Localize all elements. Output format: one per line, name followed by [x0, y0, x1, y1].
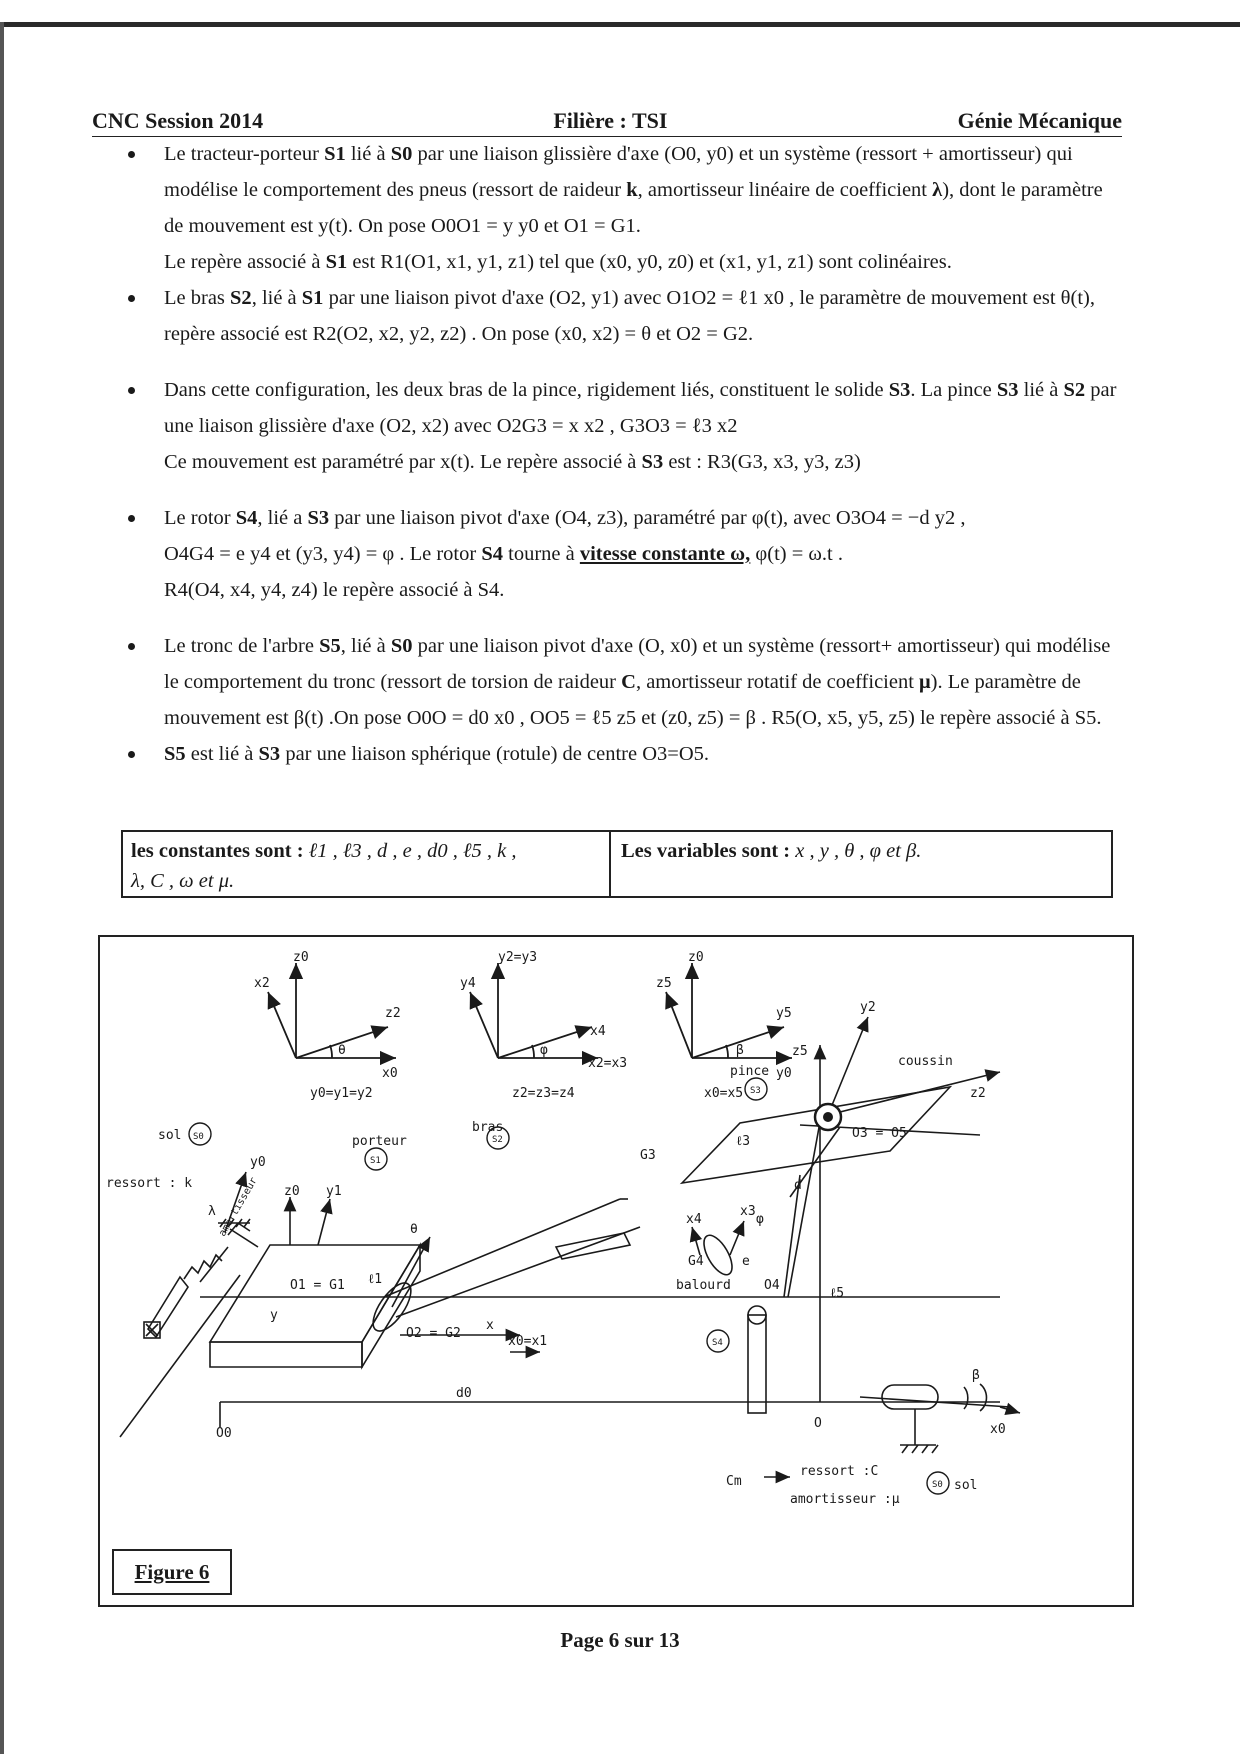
label-balourd: balourd	[676, 1278, 731, 1293]
constants-label: les constantes sont :	[131, 840, 304, 862]
label-coussin: coussin	[898, 1054, 953, 1069]
label-y0: y0	[250, 1155, 266, 1170]
frame-3-y0: y0	[776, 1066, 792, 1081]
scan-top-margin	[0, 0, 1240, 24]
variables-label: Les variables sont :	[621, 840, 791, 862]
frame-1-theta	[268, 963, 396, 1058]
label-s1: S1	[370, 1156, 381, 1166]
label-y2: y2	[860, 1000, 876, 1015]
page-header	[92, 108, 1122, 137]
label-ressort-c: ressort :C	[800, 1464, 879, 1479]
bullet-dot	[128, 151, 135, 158]
frame-3-z5: z5	[656, 976, 672, 991]
label-o2g2: O2 = G2	[406, 1326, 461, 1341]
label-phi: φ	[756, 1212, 764, 1227]
frame-2-y2y3: y2=y3	[498, 950, 538, 965]
label-lambda: λ	[208, 1204, 216, 1219]
constants-variables-table	[121, 830, 1113, 898]
label-ressort-k: ressort : k	[106, 1176, 193, 1191]
label-cm: Cm	[726, 1474, 742, 1489]
frame-2-z-axes: z2=z3=z4	[512, 1086, 575, 1101]
label-x: x	[486, 1318, 494, 1333]
frame-3-x0x5: x0=x5	[704, 1086, 744, 1101]
frame-3-beta: β	[736, 1043, 744, 1058]
spherical-joint	[815, 1104, 841, 1130]
frame-1-theta: θ	[338, 1043, 346, 1058]
constants-cell	[123, 832, 611, 896]
bullet-s3	[130, 372, 1120, 480]
label-y1: y1	[326, 1184, 342, 1199]
label-s3: S3	[750, 1086, 761, 1096]
frame-1-z2: z2	[385, 1006, 401, 1021]
label-z2: z2	[970, 1086, 986, 1101]
label-g4: G4	[688, 1254, 704, 1269]
frame-2-phi: φ	[540, 1043, 548, 1058]
frame-3-beta	[666, 963, 792, 1058]
label-s0-right: S0	[932, 1480, 943, 1490]
frame-2-x2x3: x2=x3	[588, 1056, 628, 1071]
header-session: CNC Session 2014	[92, 108, 264, 133]
label-l1: ℓ1	[368, 1272, 383, 1287]
bullet-s5	[130, 628, 1120, 736]
header-filiere: Filière : TSI	[553, 108, 668, 133]
frame-1-labels	[254, 950, 401, 1101]
frame-1-x2: x2	[254, 976, 270, 991]
label-sol-left: sol	[158, 1128, 182, 1143]
constants-values-2: λ, C , ω et μ.	[131, 870, 235, 892]
label-x4: x4	[686, 1212, 702, 1227]
label-x0: x0	[990, 1422, 1006, 1437]
label-sol-right: sol	[954, 1478, 978, 1493]
paragraph-s1: Le tracteur-porteur S1 lié à S0 par une liaison glissière d'axe (O0, y0) et un système (ressort + amortisseur) qui modélise le comportement des pneus (ressort de raideur k, amortisseur linéaire de coefficient λ), dont le paramètre de mouvement est y(t). On pose O0O1 = y y0 et O1 = G1. Le repère associé à S1 est R1(O1, x1, y1, z1) tel que (x0, y0, z0) et (x1, y1, z1) sont colinéaires.	[164, 143, 1103, 273]
variables-cell	[611, 832, 1111, 896]
variables-values: x , y , θ , φ et β.	[790, 840, 922, 862]
paragraph-s5: Le tronc de l'arbre S5, lié à S0 par une liaison pivot d'axe (O, x0) et un système (ressort+ amortisseur) qui modélise le comportement du tronc (ressort de torsion de raideur C, amortisseur rotatif de coefficient μ). Le paramètre de mouvement est β(t) .On pose O0O = d0 x0 , OO5 = ℓ5 z5 et (z0, z5) = β . R5(O, x5, y5, z5) le repère associé à S5.	[164, 635, 1111, 729]
label-s4: S4	[712, 1338, 723, 1348]
frame-3-y5: y5	[776, 1006, 792, 1021]
frame-1-y-axes: y0=y1=y2	[310, 1086, 373, 1101]
label-theta: θ	[410, 1222, 418, 1237]
label-s2: S2	[492, 1135, 503, 1145]
label-s0: S0	[193, 1132, 204, 1142]
page-footer: Page 6 sur 13	[560, 1628, 680, 1652]
bullet-spherical	[130, 736, 1120, 772]
frame-2-phi	[470, 963, 598, 1058]
label-o4: O4	[764, 1278, 780, 1293]
figure-caption: Figure 6	[112, 1549, 232, 1595]
scan-top-border	[0, 22, 1240, 27]
paragraph-s3: Dans cette configuration, les deux bras de la pince, rigidement liés, constituent le solide S3. La pince S3 lié à S2 par une liaison glissière d'axe (O2, x2) avec O2G3 = x x2 , G3O3 = ℓ3 x2 Ce mouvement est paramétré par x(t). Le repère associé à S3 est : R3(G3, x3, y3, z3)	[164, 379, 1117, 473]
bullet-dot	[128, 515, 135, 522]
bullet-list	[130, 136, 1120, 772]
label-o: O	[814, 1416, 822, 1431]
label-d0: d0	[456, 1386, 472, 1401]
frame-1-z0: z0	[293, 950, 309, 965]
label-e: e	[742, 1254, 750, 1269]
constants-values: ℓ1 , ℓ3 , d , e , d0 , ℓ5 , k ,	[303, 840, 517, 862]
bullet-s2	[130, 280, 1120, 352]
frame-3-labels	[656, 950, 792, 1101]
frame-1-x0: x0	[382, 1066, 398, 1081]
label-amortisseur-mu: amortisseur :μ	[790, 1492, 900, 1507]
label-beta: β	[972, 1368, 980, 1383]
bullet-dot	[128, 295, 135, 302]
label-l3: ℓ3	[736, 1134, 751, 1149]
label-z5: z5	[792, 1044, 808, 1059]
mechanism-diagram	[100, 937, 1136, 1609]
label-o3o5: O3 = O5	[852, 1126, 907, 1141]
bullet-dot	[128, 751, 135, 758]
paragraph-s2: Le bras S2, lié à S1 par une liaison pivot d'axe (O2, y1) avec O1O2 = ℓ1 x0 , le paramètre de mouvement est θ(t), repère associé est R2(O2, x2, y2, z2) . On pose (x0, x2) = θ et O2 = G2.	[164, 287, 1095, 345]
bullet-dot	[128, 643, 135, 650]
label-porteur: porteur	[352, 1134, 407, 1149]
frame-3-z0: z0	[688, 950, 704, 965]
bullet-s4	[130, 500, 1120, 608]
label-x0x1: x0=x1	[508, 1334, 548, 1349]
frame-2-y4: y4	[460, 976, 476, 991]
header-subject: Génie Mécanique	[957, 108, 1122, 133]
frame-2-x4: x4	[590, 1024, 606, 1039]
label-l5: ℓ5	[830, 1286, 845, 1301]
label-x3: x3	[740, 1204, 756, 1219]
paragraph-spherical: S5 est lié à S3 par une liaison sphérique (rotule) de centre O3=O5.	[164, 743, 710, 765]
label-o0: O0	[216, 1426, 232, 1441]
label-amortisseur: amortisseur	[217, 1175, 260, 1239]
label-g3: G3	[640, 1148, 656, 1163]
bullet-dot	[128, 387, 135, 394]
label-d: d	[794, 1178, 802, 1193]
label-y: y	[270, 1308, 278, 1323]
label-o1g1: O1 = G1	[290, 1278, 345, 1293]
label-z0: z0	[284, 1184, 300, 1199]
label-bras: bras	[472, 1120, 504, 1135]
diagram-labels	[106, 1000, 1006, 1507]
paragraph-s4: Le rotor S4, lié a S3 par une liaison pivot d'axe (O4, z3), paramétré par φ(t), avec O3O4 = −d y2 , O4G4 = e y4 et (y3, y4) = φ . Le rotor S4 tourne à vitesse constante ω, φ(t) = ω.t . R4(O4, x4, y4, z4) le repère associé à S4.	[164, 507, 966, 601]
figure-6	[98, 935, 1134, 1607]
label-pince: pince	[730, 1064, 770, 1079]
scan-left-border	[0, 22, 4, 1754]
bullet-s1	[130, 136, 1120, 280]
